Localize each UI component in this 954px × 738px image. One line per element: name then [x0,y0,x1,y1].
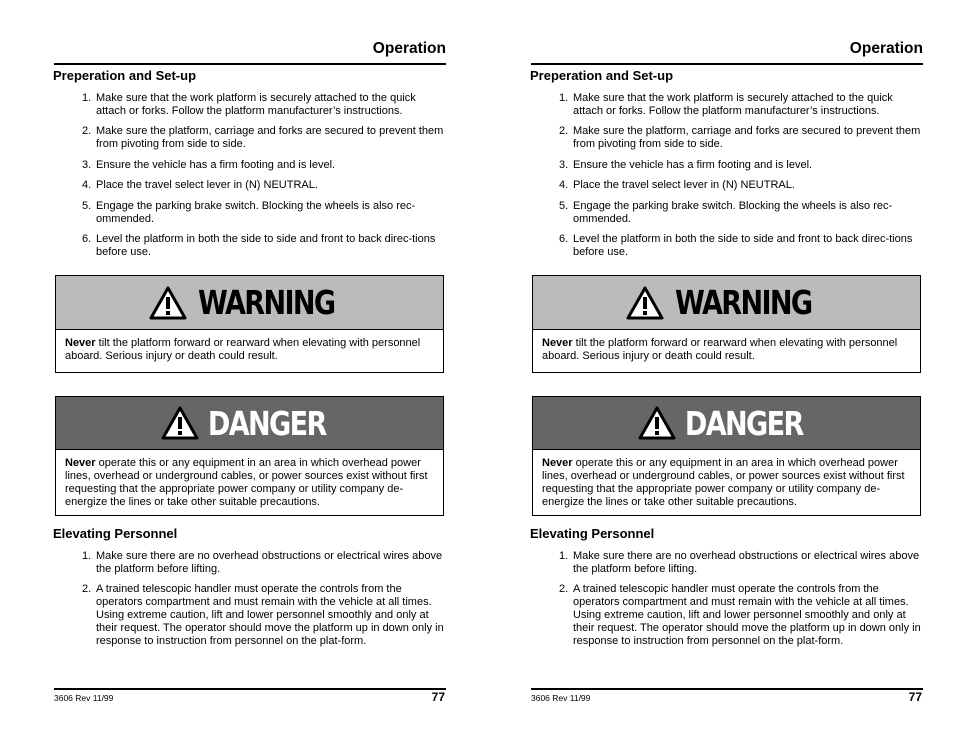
elevating-steps [531,550,923,656]
list-item: 4. Place the travel select lever in (N) NEUTRAL. [82,179,318,192]
list-item: 3. Ensure the vehicle has a firm footing and is level. [82,158,336,171]
warning-box [55,275,444,373]
list-item: 3. Ensure the vehicle has a firm footing and is level. [559,158,813,171]
warning-box [532,275,921,373]
danger-label: DANGER [207,403,326,443]
warning-banner [56,276,443,330]
warning-text: Never tilt the platform forward or rearward when elevating with personnel aboard. Serious injury or death could result. [542,337,898,362]
warning-label: WARNING [198,283,335,322]
list-item: 2. Make sure the platform, carriage and forks are secured to prevent them from pivoting from side to side. [82,125,444,151]
elevating-title: Elevating Personnel [530,526,655,541]
warning-text: Never tilt the platform forward or rearward when elevating with personnel aboard. Serious injury or death could result. [65,337,421,362]
list-item: 1. Make sure there are no overhead obstructions or electrical wires above the platform before lifting. [559,550,920,575]
list-item: 6. Level the platform in both the side to side and front to back direc-tions before use. [82,232,436,258]
page-left [54,0,446,738]
warning-banner [533,276,920,330]
header-rule [531,63,923,65]
list-item: 5. Engage the parking brake switch. Blocking the wheels is also rec-ommended. [559,199,893,225]
page-number: 77 [431,690,445,704]
warning-triangle-icon [638,406,676,440]
list-item: 4. Place the travel select lever in (N) NEUTRAL. [559,179,795,192]
list-item: 1. Make sure that the work platform is securely attached to the quick attach or forks. Follow the platform manufacturer’s instructions. [82,92,416,117]
setup-steps [531,92,923,266]
elevating-title: Elevating Personnel [53,526,178,541]
danger-box [55,396,444,516]
revision-code: 3606 Rev 11/99 [54,693,114,703]
header-rule [54,63,446,65]
section-header: Operation [372,40,446,57]
danger-box [532,396,921,516]
warning-triangle-icon [626,286,664,320]
list-item: 5. Engage the parking brake switch. Blocking the wheels is also rec-ommended. [82,199,416,225]
danger-text: Never operate this or any equipment in an area in which overhead power lines, overhead or underground cables, or power sources exist without first requesting that the appropriate power company or utility company de-energize the lines or take other suitable precautions. [65,457,428,508]
page-number: 77 [908,690,922,704]
danger-banner [533,397,920,450]
section-header: Operation [849,40,923,57]
elevating-steps [54,550,446,656]
footer-rule [531,688,923,690]
revision-code: 3606 Rev 11/99 [531,693,591,703]
list-item: 2. A trained telescopic handler must operate the controls from the operators compartment and must remain with the vehicle at all times. Using extreme caution, lift and lower personnel smoothly and only at their request. The operator should move the platform up in down only in response to instruction from personnel on the plat-form. [82,583,444,648]
setup-title: Preperation and Set-up [53,68,197,83]
list-item: 1. Make sure there are no overhead obstructions or electrical wires above the platform before lifting. [82,550,443,575]
list-item: 2. Make sure the platform, carriage and forks are secured to prevent them from pivoting from side to side. [559,125,921,151]
warning-label: WARNING [675,283,812,322]
setup-title: Preperation and Set-up [530,68,674,83]
danger-banner [56,397,443,450]
danger-label: DANGER [684,403,803,443]
footer-rule [54,688,446,690]
page-right [531,0,923,738]
setup-steps [54,92,446,266]
list-item: 2. A trained telescopic handler must operate the controls from the operators compartment and must remain with the vehicle at all times. Using extreme caution, lift and lower personnel smoothly and only at their request. The operator should move the platform up in down only in response to instruction from personnel on the plat-form. [559,583,921,648]
warning-triangle-icon [161,406,199,440]
danger-text: Never operate this or any equipment in an area in which overhead power lines, overhead or underground cables, or power sources exist without first requesting that the appropriate power company or utility company de-energize the lines or take other suitable precautions. [542,457,905,508]
list-item: 6. Level the platform in both the side to side and front to back direc-tions before use. [559,232,913,258]
warning-triangle-icon [149,286,187,320]
list-item: 1. Make sure that the work platform is securely attached to the quick attach or forks. Follow the platform manufacturer’s instructions. [559,92,893,117]
